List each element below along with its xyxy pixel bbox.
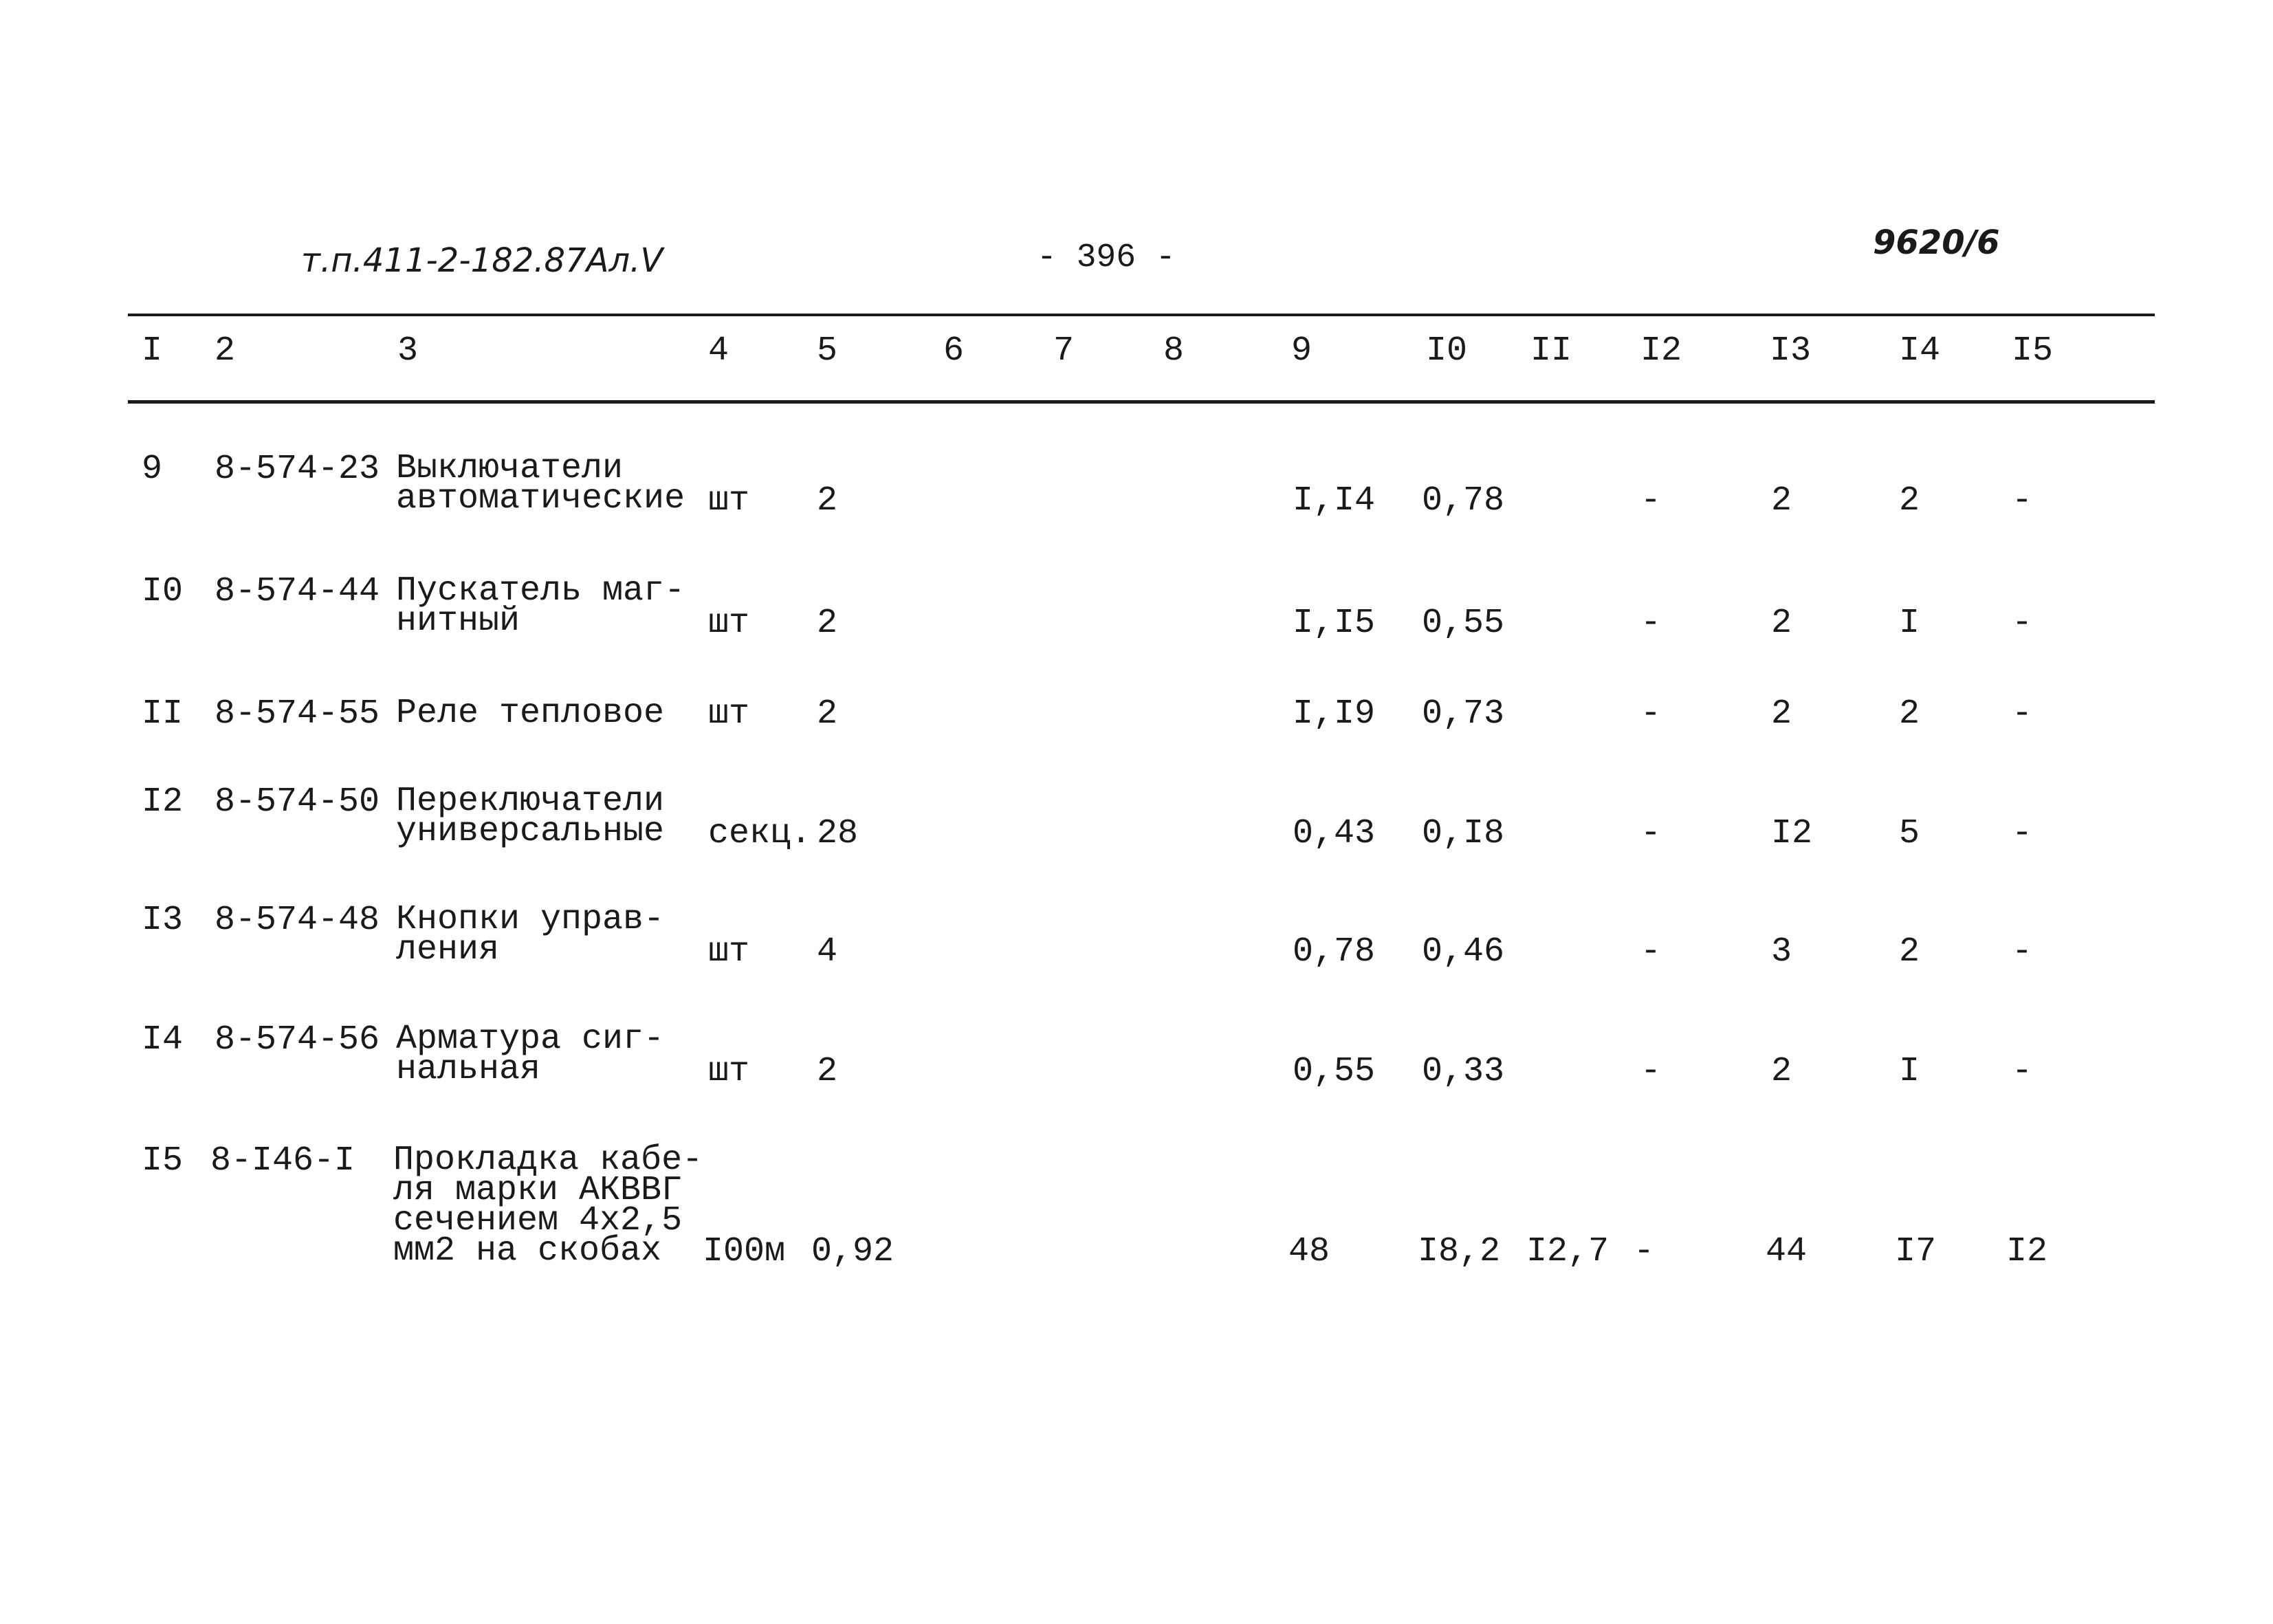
quantity: 4 — [817, 932, 838, 972]
col13-value: 2 — [1771, 481, 1792, 520]
col15-value: - — [2012, 1052, 2033, 1091]
col9-value: 48 — [1288, 1232, 1330, 1271]
col14-value: 2 — [1899, 481, 1920, 520]
row-number: II — [142, 694, 184, 734]
column-header: I5 — [2012, 331, 2054, 371]
item-description: Переключатели универсальные — [396, 782, 665, 851]
col9-value: 0,78 — [1293, 932, 1376, 972]
norm-code: 8-I46-I — [210, 1141, 355, 1181]
col9-value: I,I5 — [1293, 604, 1376, 643]
norm-code: 8-574-48 — [215, 901, 380, 940]
col10-value: I8,2 — [1418, 1232, 1501, 1271]
column-header: I3 — [1770, 331, 1812, 371]
col14-value: 2 — [1899, 932, 1920, 972]
quantity: 28 — [817, 814, 859, 853]
col10-value: 0,33 — [1422, 1052, 1505, 1091]
unit: секц. — [708, 814, 812, 853]
col11-value: I2,7 — [1526, 1232, 1610, 1271]
row-number: I4 — [142, 1020, 184, 1060]
col13-value: 2 — [1771, 694, 1792, 734]
col9-value: 0,55 — [1293, 1052, 1376, 1091]
col14-value: I7 — [1895, 1232, 1937, 1271]
column-header: 9 — [1291, 331, 1313, 371]
col14-value: I — [1899, 604, 1920, 643]
row-number: I5 — [142, 1141, 184, 1181]
column-header: II — [1530, 331, 1572, 371]
col12-value: - — [1640, 1052, 1662, 1091]
column-header: 6 — [943, 331, 965, 371]
col13-value: 2 — [1771, 604, 1792, 643]
unit: I00м — [703, 1232, 786, 1271]
col14-value: I — [1899, 1052, 1920, 1091]
row-number: I2 — [142, 782, 184, 822]
quantity: 2 — [817, 1052, 838, 1091]
sheet-reference: 9620/6 — [1873, 223, 2000, 262]
column-header: 3 — [397, 331, 419, 371]
col15-value: - — [2012, 604, 2033, 643]
row-number: 9 — [142, 450, 163, 489]
col13-value: 2 — [1771, 1052, 1792, 1091]
item-description: Пускатель маг- нитный — [396, 571, 685, 641]
norm-code: 8-574-44 — [215, 572, 380, 611]
unit: шт — [708, 481, 750, 520]
col13-value: I2 — [1771, 814, 1813, 853]
unit: шт — [708, 1052, 750, 1091]
col10-value: 0,I8 — [1422, 814, 1505, 853]
column-header: 7 — [1053, 331, 1075, 371]
item-description: Реле тепловое — [396, 694, 665, 733]
column-header: I0 — [1426, 331, 1468, 371]
col15-value: - — [2012, 694, 2033, 734]
unit: шт — [708, 604, 750, 643]
column-header: 2 — [215, 331, 236, 371]
col10-value: 0,78 — [1422, 481, 1505, 520]
col10-value: 0,46 — [1422, 932, 1505, 972]
col12-value: - — [1640, 932, 1662, 972]
column-header: 8 — [1163, 331, 1185, 371]
norm-code: 8-574-50 — [215, 782, 380, 822]
col15-value: I2 — [2006, 1232, 2048, 1271]
col9-value: I,I9 — [1293, 694, 1376, 734]
col12-value: - — [1640, 481, 1662, 520]
item-description: Кнопки управ- ления — [396, 900, 665, 969]
col10-value: 0,55 — [1422, 604, 1505, 643]
col10-value: 0,73 — [1422, 694, 1505, 734]
column-header: I4 — [1899, 331, 1941, 371]
col12-value: - — [1640, 694, 1662, 734]
item-description: Прокладка кабе- ля марки АКВВГ сечением 4х2,5 мм2 на скобах — [393, 1141, 703, 1271]
col15-value: - — [2012, 932, 2033, 972]
item-description: Арматура сиг- нальная — [396, 1020, 665, 1089]
row-number: I0 — [142, 572, 184, 611]
norm-code: 8-574-55 — [215, 694, 380, 734]
col12-value: - — [1640, 814, 1662, 853]
col13-value: 44 — [1766, 1232, 1808, 1271]
column-header: 4 — [708, 331, 729, 371]
quantity: 2 — [817, 604, 838, 643]
col12-value: - — [1634, 1232, 1655, 1271]
table-top-rule — [128, 314, 2155, 316]
unit: шт — [708, 932, 750, 972]
col9-value: I,I4 — [1293, 481, 1376, 520]
unit: шт — [708, 694, 750, 734]
norm-code: 8-574-56 — [215, 1020, 380, 1060]
quantity: 0,92 — [811, 1232, 894, 1271]
column-header: 5 — [817, 331, 838, 371]
column-header: I — [142, 331, 163, 371]
col12-value: - — [1640, 604, 1662, 643]
col13-value: 3 — [1771, 932, 1792, 972]
norm-code: 8-574-23 — [215, 450, 380, 489]
row-number: I3 — [142, 901, 184, 940]
table-header-rule — [128, 400, 2155, 404]
col9-value: 0,43 — [1293, 814, 1376, 853]
page-number: - 396 - — [1037, 239, 1176, 276]
quantity: 2 — [817, 694, 838, 734]
col15-value: - — [2012, 481, 2033, 520]
col14-value: 2 — [1899, 694, 1920, 734]
item-description: Выключатели автоматические — [396, 449, 685, 518]
column-header: I2 — [1640, 331, 1682, 371]
col14-value: 5 — [1899, 814, 1920, 853]
quantity: 2 — [817, 481, 838, 520]
document-reference: т.п.411-2-182.87Ал.V — [301, 241, 663, 280]
col15-value: - — [2012, 814, 2033, 853]
